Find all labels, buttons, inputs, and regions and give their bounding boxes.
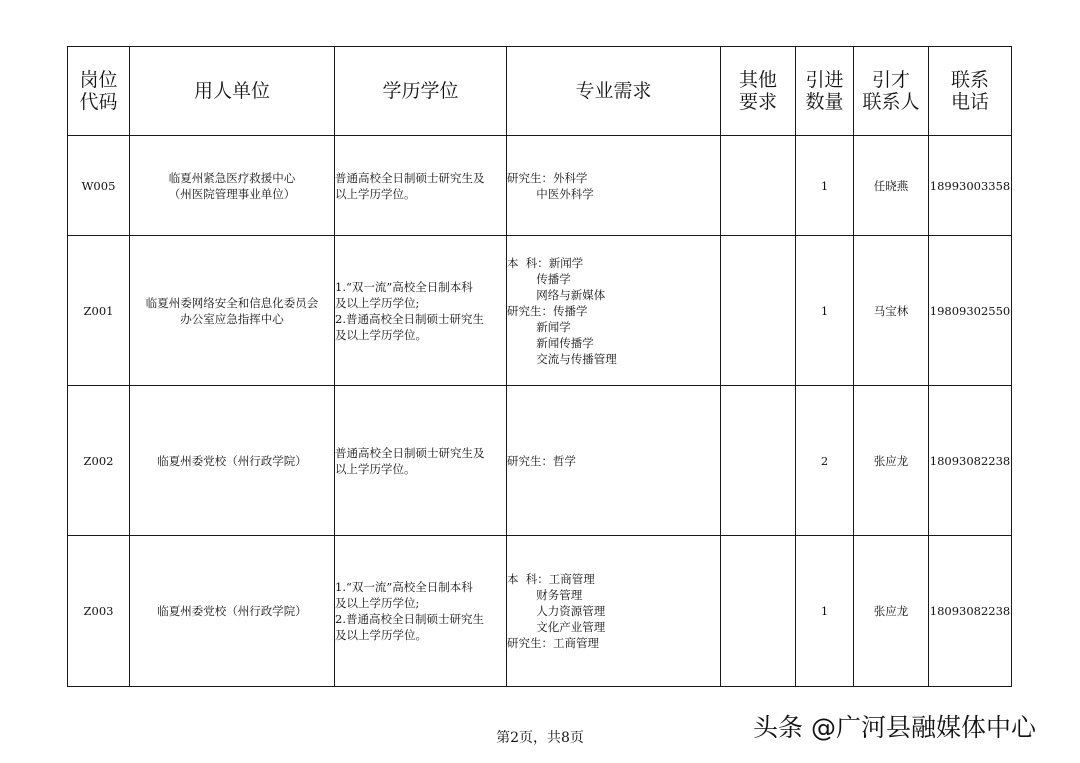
cell-contact: 马宝林 bbox=[854, 236, 929, 386]
cell-education: 1.“双一流”高校全日制本科 及以上学历学位; 2.普通高校全日制硕士研究生 及以上学历学位。 bbox=[335, 536, 507, 687]
cell-contact: 张应龙 bbox=[854, 536, 929, 687]
cell-count: 1 bbox=[796, 536, 854, 687]
header-major: 专业需求 bbox=[507, 47, 721, 136]
cell-major: 研究生：外科学 中医外科学 bbox=[507, 136, 721, 236]
recruitment-table bbox=[67, 46, 1012, 687]
cell-code: W005 bbox=[68, 136, 130, 236]
cell-count: 1 bbox=[796, 236, 854, 386]
cell-phone: 18993003358 bbox=[929, 136, 1012, 236]
table-row bbox=[68, 236, 1012, 386]
header-code: 岗位 代码 bbox=[68, 47, 130, 136]
table-row bbox=[68, 386, 1012, 536]
cell-phone: 18093082238 bbox=[929, 386, 1012, 536]
cell-phone: 19809302550 bbox=[929, 236, 1012, 386]
header-count: 引进 数量 bbox=[796, 47, 854, 136]
cell-education: 普通高校全日制硕士研究生及 以上学历学位。 bbox=[335, 136, 507, 236]
cell-major: 研究生：哲学 bbox=[507, 386, 721, 536]
header-contact: 引才 联系人 bbox=[854, 47, 929, 136]
watermark: 头条 @广河县融媒体中心 bbox=[753, 713, 1036, 742]
header-other: 其他 要求 bbox=[721, 47, 796, 136]
cell-other bbox=[721, 536, 796, 687]
cell-education: 普通高校全日制硕士研究生及 以上学历学位。 bbox=[335, 386, 507, 536]
table-header-row bbox=[68, 47, 1012, 136]
cell-code: Z002 bbox=[68, 386, 130, 536]
cell-unit: 临夏州委党校（州行政学院） bbox=[130, 536, 335, 687]
cell-other bbox=[721, 386, 796, 536]
header-education: 学历学位 bbox=[335, 47, 507, 136]
cell-contact: 任晓燕 bbox=[854, 136, 929, 236]
cell-other bbox=[721, 136, 796, 236]
cell-other bbox=[721, 236, 796, 386]
table-row bbox=[68, 536, 1012, 687]
cell-education: 1.“双一流”高校全日制本科 及以上学历学位; 2.普通高校全日制硕士研究生 及以上学历学位。 bbox=[335, 236, 507, 386]
cell-major: 本 科：新闻学 传播学 网络与新媒体 研究生：传播学 新闻学 新闻传播学 交流与传播管理 bbox=[507, 236, 721, 386]
page-footer: 第2页，共8页 bbox=[496, 730, 584, 746]
cell-count: 1 bbox=[796, 136, 854, 236]
cell-code: Z001 bbox=[68, 236, 130, 386]
cell-unit: 临夏州紧急医疗救援中心 （州医院管理事业单位） bbox=[130, 136, 335, 236]
cell-phone: 18093082238 bbox=[929, 536, 1012, 687]
cell-contact: 张应龙 bbox=[854, 386, 929, 536]
cell-unit: 临夏州委党校（州行政学院） bbox=[130, 386, 335, 536]
header-phone: 联系 电话 bbox=[929, 47, 1012, 136]
cell-code: Z003 bbox=[68, 536, 130, 687]
table-row bbox=[68, 136, 1012, 236]
cell-count: 2 bbox=[796, 386, 854, 536]
cell-unit: 临夏州委网络安全和信息化委员会 办公室应急指挥中心 bbox=[130, 236, 335, 386]
header-unit: 用人单位 bbox=[130, 47, 335, 136]
cell-major: 本 科：工商管理 财务管理 人力资源管理 文化产业管理 研究生：工商管理 bbox=[507, 536, 721, 687]
